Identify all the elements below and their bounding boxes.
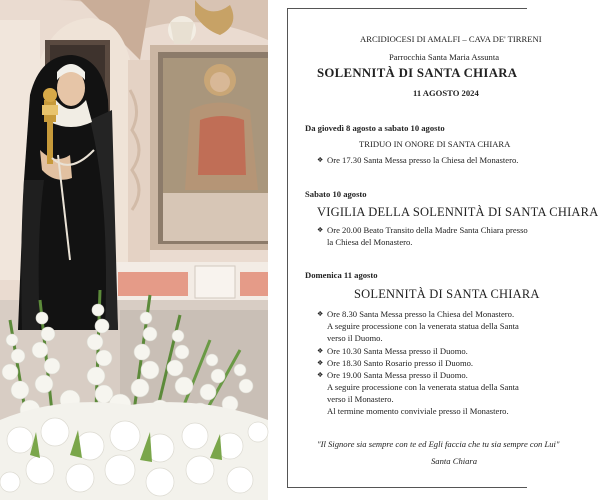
section-3-item: ❖ Ore 8.30 Santa Messa presso la Chiesa del Monastero. [327, 309, 514, 319]
closing-quote: "Il Signore sia sempre con te ed Egli faccia che tu sia sempre con Lui" [317, 439, 560, 449]
section-2-item-cont: la Chiesa del Monastero. [327, 237, 413, 247]
section-3-item-cont: A seguire processione con la venerata statua della Santa [327, 382, 519, 392]
diocese-line: ARCIDIOCESI DI AMALFI – CAVA DE' TIRRENI [360, 34, 542, 44]
document-title: SOLENNITÀ DI SANTA CHIARA [317, 66, 518, 80]
program-document [273, 0, 598, 500]
quote-signature: Santa Chiara [431, 456, 478, 466]
section-3-heading: Domenica 11 agosto [305, 270, 378, 280]
section-2-subheading: VIGILIA DELLA SOLENNITÀ DI SANTA CHIARA [317, 205, 598, 219]
section-1-item: ❖ Ore 17.30 Santa Messa presso la Chiesa del Monastero. [327, 155, 518, 165]
section-1-subheading: TRIDUO IN ONORE DI SANTA CHIARA [359, 139, 511, 149]
section-3-item-cont: verso il Duomo. [327, 333, 383, 343]
section-2-heading: Sabato 10 agosto [305, 189, 367, 199]
section-3-item-cont: A seguire processione con la venerata statua della Santa [327, 321, 519, 331]
section-3-item-cont: verso il Monastero. [327, 394, 394, 404]
section-3-item: ❖ Ore 10.30 Santa Messa presso il Duomo. [327, 346, 468, 356]
section-1-heading: Da giovedì 8 agosto a sabato 10 agosto [305, 123, 445, 133]
parish-line: Parrocchia Santa Maria Assunta [389, 52, 500, 62]
document-date: 11 AGOSTO 2024 [413, 88, 479, 98]
section-3-subheading: SOLENNITÀ DI SANTA CHIARA [354, 287, 540, 301]
section-2-item: ❖ Ore 20.00 Beato Transito della Madre Santa Chiara presso [327, 225, 528, 235]
saint-clare-statue-photo [0, 0, 268, 500]
section-3-item: ❖ Ore 19.00 Santa Messa presso il Duomo. [327, 370, 468, 380]
section-3-item: ❖ Ore 18.30 Santo Rosario presso il Duomo. [327, 358, 473, 368]
section-3-item-cont: Al termine momento conviviale presso il Monastero. [327, 406, 509, 416]
